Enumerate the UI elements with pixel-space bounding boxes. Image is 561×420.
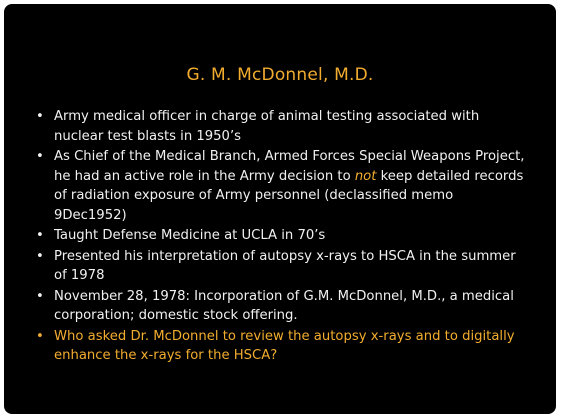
emphasis-word: not	[354, 168, 377, 184]
bullet-text-after: keep detailed records of radiation exposure of Army personnel (declassified memo 9Dec1952)	[54, 168, 524, 223]
bullet-icon: •	[36, 288, 44, 304]
bullet-text-before: As Chief of the Medical Branch, Armed Forces Special Weapons Project, he had an active role in the Army decision to	[54, 149, 525, 184]
bullet-item-chief-medical-branch	[36, 147, 526, 225]
bullet-item-army-officer	[36, 107, 526, 146]
bullet-text: Army medical officer in charge of animal testing associated with nuclear test blasts in 1950’s	[54, 109, 480, 144]
bullet-item-question	[36, 327, 526, 366]
bullet-text: Presented his interpretation of autopsy x-rays to HSCA in the summer of 1978	[54, 248, 516, 283]
bullet-text: Taught Defense Medicine at UCLA in 70’s	[54, 228, 326, 243]
bullet-text: November 28, 1978: Incorporation of G.M. McDonnel, M.D., a medical corporation; domestic stock offering.	[54, 288, 514, 323]
presentation-slide	[4, 4, 556, 414]
bullet-icon: •	[36, 109, 44, 124]
bullet-icon: •	[36, 149, 44, 164]
bullet-item-ucla	[36, 226, 526, 246]
bullet-text: Who asked Dr. McDonnel to review the autopsy x-rays and to digitally enhance the x-rays for the HSCA?	[54, 328, 515, 363]
bullet-list	[36, 107, 526, 366]
bullet-icon: •	[36, 248, 44, 264]
slide-title: G. M. McDonnel, M.D.	[186, 65, 374, 85]
bullet-icon: •	[36, 328, 44, 344]
bullet-icon: •	[36, 228, 44, 243]
bullet-item-incorporation	[36, 287, 526, 326]
bullet-item-hsca-presentation	[36, 247, 526, 286]
